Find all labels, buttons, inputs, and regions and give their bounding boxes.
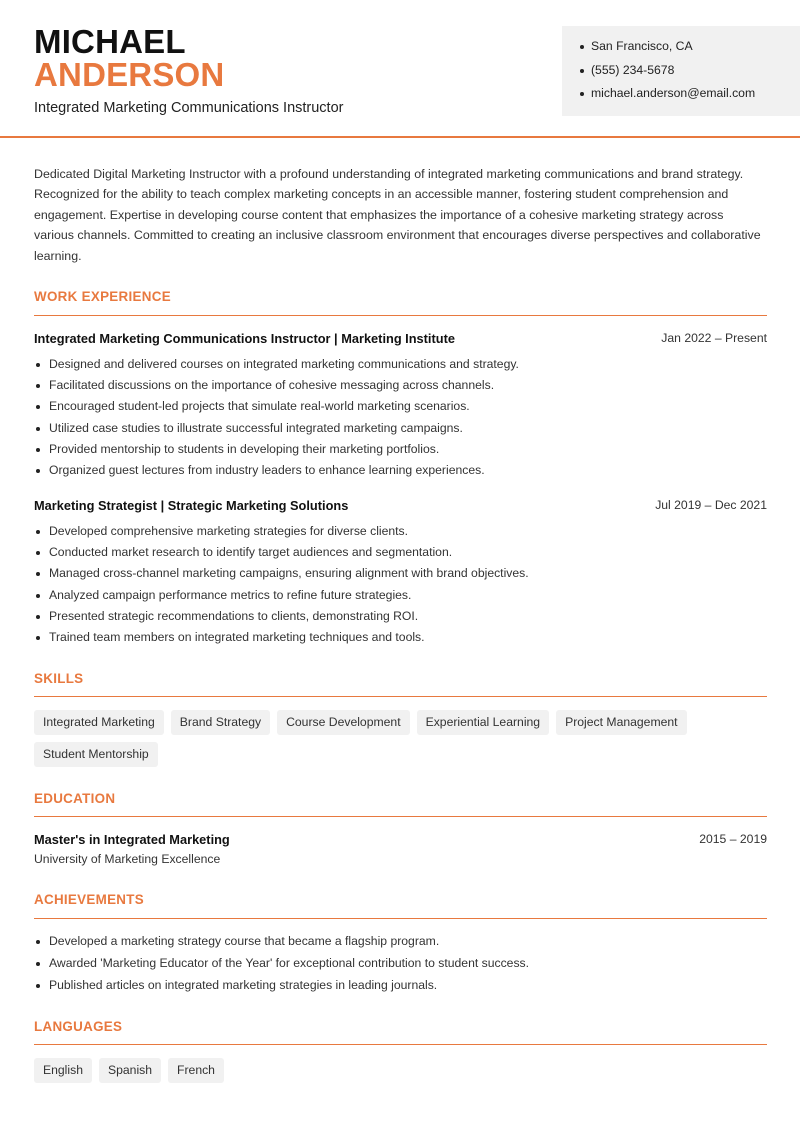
language-chip: French (168, 1058, 224, 1083)
list-item-text: Facilitated discussions on the importance of cohesive messaging across channels. (49, 378, 495, 393)
bullet-icon (36, 530, 40, 534)
job-title-1: Integrated Marketing Communications Instructor | Marketing Institute (34, 331, 455, 346)
list-item (34, 399, 774, 420)
list-item (34, 630, 774, 651)
list-item (34, 463, 774, 484)
list-item-text: Developed comprehensive marketing strategies for diverse clients. (49, 524, 409, 538)
contact-phone (580, 63, 800, 87)
job-dates-2: Jul 2019 – Dec 2021 (655, 498, 767, 512)
list-item-text: Presented strategic recommendations to clients, demonstrating ROI. (49, 608, 419, 623)
work-experience-heading: WORK EXPERIENCE (34, 289, 171, 304)
bullet-icon (36, 594, 40, 598)
bullet-icon (36, 363, 40, 367)
list-item-text: Awarded 'Marketing Educator of the Year' for exceptional contribution to student success. (49, 956, 530, 970)
contact-location-text: San Francisco, CA (591, 39, 693, 53)
education-heading: EDUCATION (34, 791, 116, 806)
skill-chip: Course Development (277, 710, 409, 735)
skill-chip: Brand Strategy (171, 710, 270, 735)
bullet-icon (580, 92, 584, 96)
education-dates: 2015 – 2019 (699, 832, 767, 846)
job-title: Integrated Marketing Communications Instructor (34, 100, 344, 116)
language-chip: English (34, 1058, 92, 1083)
contact-box (562, 26, 800, 116)
section-divider (34, 696, 767, 697)
list-item (34, 956, 774, 978)
list-item (34, 588, 774, 609)
list-item (34, 357, 774, 378)
list-item-text: Encouraged student-led projects that simulate real-world marketing scenarios. (49, 399, 470, 414)
section-divider (34, 315, 767, 316)
skill-chip: Student Mentorship (34, 742, 158, 767)
section-divider (34, 918, 767, 919)
bullet-icon (36, 384, 40, 388)
bullet-icon (36, 427, 40, 431)
bullet-icon (36, 984, 40, 988)
bullet-icon (36, 448, 40, 452)
list-item (34, 934, 774, 956)
bullet-icon (36, 636, 40, 640)
bullet-icon (36, 572, 40, 576)
contact-location (580, 39, 800, 63)
bullet-icon (36, 469, 40, 473)
bullet-icon (580, 45, 584, 49)
list-item-text: Analyzed campaign performance metrics to refine future strategies. (49, 587, 412, 602)
languages-list (34, 1058, 774, 1083)
list-item-text: Conducted market research to identify target audiences and segmentation. (49, 545, 453, 560)
list-item-text: Designed and delivered courses on integrated marketing communications and strategy. (49, 357, 519, 371)
resume-header (0, 0, 800, 138)
list-item (34, 978, 774, 1000)
skills-list (34, 710, 694, 767)
achievements-list (34, 934, 774, 1000)
contact-phone-text: (555) 234-5678 (591, 62, 675, 77)
job-bullets-1 (34, 357, 774, 484)
skill-chip: Experiential Learning (417, 710, 550, 735)
list-item-text: Published articles on integrated marketing strategies in leading journals. (49, 978, 438, 992)
list-item-text: Organized guest lectures from industry leaders to enhance learning experiences. (49, 462, 485, 477)
skill-chip: Project Management (556, 710, 686, 735)
list-item (34, 378, 774, 399)
bullet-icon (36, 405, 40, 409)
languages-heading: LANGUAGES (34, 1019, 123, 1034)
bullet-icon (36, 962, 40, 966)
section-divider (34, 816, 767, 817)
school-name: University of Marketing Excellence (34, 852, 221, 866)
first-name: MICHAEL (34, 23, 186, 60)
bullet-icon (36, 940, 40, 944)
list-item (34, 524, 774, 545)
list-item (34, 566, 774, 587)
achievements-heading: ACHIEVEMENTS (34, 892, 144, 907)
job-dates-1: Jan 2022 – Present (661, 331, 767, 345)
skills-heading: SKILLS (34, 671, 84, 686)
contact-email-text: michael.anderson@email.com (591, 86, 756, 100)
skill-chip: Integrated Marketing (34, 710, 164, 735)
language-chip: Spanish (99, 1058, 161, 1083)
bullet-icon (580, 69, 584, 73)
last-name: ANDERSON (34, 56, 225, 93)
job-title-2: Marketing Strategist | Strategic Marketing Solutions (34, 498, 349, 513)
list-item (34, 421, 774, 442)
degree-title: Master's in Integrated Marketing (34, 832, 230, 847)
list-item-text: Managed cross-channel marketing campaigns, ensuring alignment with brand objectives. (49, 566, 529, 581)
list-item-text: Trained team members on integrated marketing techniques and tools. (49, 629, 425, 644)
list-item (34, 609, 774, 630)
section-divider (34, 1044, 767, 1045)
list-item-text: Utilized case studies to illustrate successful integrated marketing campaigns. (49, 420, 463, 435)
list-item-text: Provided mentorship to students in developing their marketing portfolios. (49, 441, 440, 456)
job-bullets-2 (34, 524, 774, 651)
bullet-icon (36, 551, 40, 555)
list-item (34, 545, 774, 566)
list-item (34, 442, 774, 463)
list-item-text: Developed a marketing strategy course that became a flagship program. (49, 934, 440, 948)
contact-email (580, 86, 800, 110)
summary-paragraph: Dedicated Digital Marketing Instructor with a profound understanding of integrated marketing communications and brand strategy. Recognized for the ability to teach complex marketing concepts in an accessible manner, fostering student comprehension and engagement. Expertise in developing course content that emphasizes the importance of a cohesive marketing strategy across various channels. Committed to creating an inclusive classroom environment that encourages diverse perspectives and collaborative learning. (34, 167, 761, 263)
bullet-icon (36, 615, 40, 619)
